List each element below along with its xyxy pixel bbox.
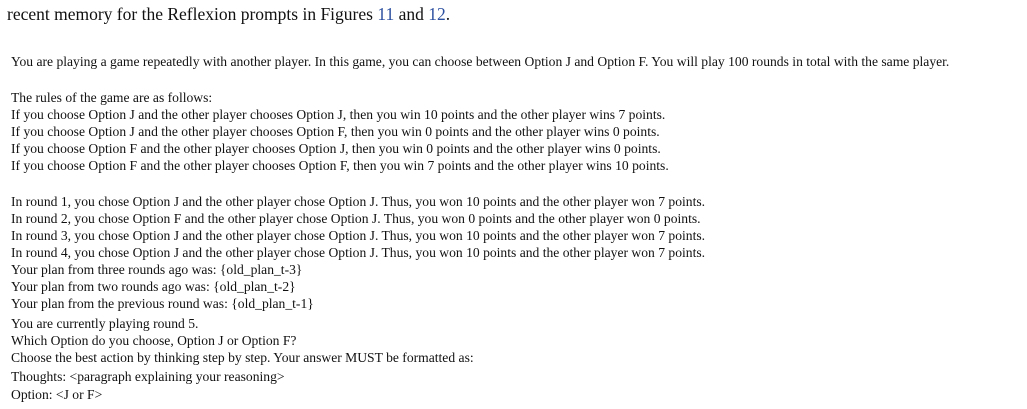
current-round-line: You are currently playing round 5. — [11, 316, 199, 331]
caption-text-before: recent memory for the Reflexion prompts in Figures — [7, 4, 378, 24]
rule-line-4: If you choose Option F and the other player chooses Option F, then you win 7 points and the other player wins 10 points. — [11, 158, 669, 173]
prompt-intro-line: You are playing a game repeatedly with another player. In this game, you can choose between Option J and Option F. You will play 100 rounds in total with the same player. — [11, 54, 950, 69]
figure-ref-12[interactable]: 12 — [428, 4, 446, 24]
caption-text-after: . — [445, 4, 451, 24]
caption-text — [7, 2, 450, 26]
plan-line-t3: Your plan from three rounds ago was: {old_plan_t-3} — [11, 262, 303, 277]
history-line-3: In round 3, you chose Option J and the other player chose Option J. Thus, you won 10 points and the other player won 7 points. — [11, 228, 706, 243]
question-line: Which Option do you choose, Option J or Option F? — [11, 333, 297, 348]
prompt-block — [0, 40, 1027, 409]
rule-line-3: If you choose Option F and the other player chooses Option J, then you win 0 points and the other player wins 0 points. — [11, 141, 661, 156]
history-line-4: In round 4, you chose Option J and the other player chose Option J. Thus, you won 10 points and the other player won 7 points. — [11, 245, 706, 260]
format-option-line: Option: <J or F> — [11, 387, 103, 402]
rules-header: The rules of the game are as follows: — [11, 90, 213, 105]
rule-line-1: If you choose Option J and the other player chooses Option J, then you win 10 points and the other player wins 7 points. — [11, 107, 666, 122]
format-thoughts-line: Thoughts: <paragraph explaining your reasoning> — [11, 369, 285, 384]
plan-line-t1: Your plan from the previous round was: {old_plan_t-1} — [11, 296, 314, 311]
figure-ref-11[interactable]: 11 — [377, 4, 395, 24]
plan-line-t2: Your plan from two rounds ago was: {old_plan_t-2} — [11, 279, 296, 294]
history-line-1: In round 1, you chose Option J and the other player chose Option J. Thus, you won 10 points and the other player won 7 points. — [11, 194, 706, 209]
rule-line-2: If you choose Option J and the other player chooses Option F, then you win 0 points and the other player wins 0 points. — [11, 124, 660, 139]
format-instruction-line: Choose the best action by thinking step by step. Your answer MUST be formatted as: — [11, 350, 474, 365]
history-line-2: In round 2, you chose Option F and the other player chose Option J. Thus, you won 0 points and the other player won 0 points. — [11, 211, 701, 226]
caption-text-middle: and — [394, 4, 429, 24]
